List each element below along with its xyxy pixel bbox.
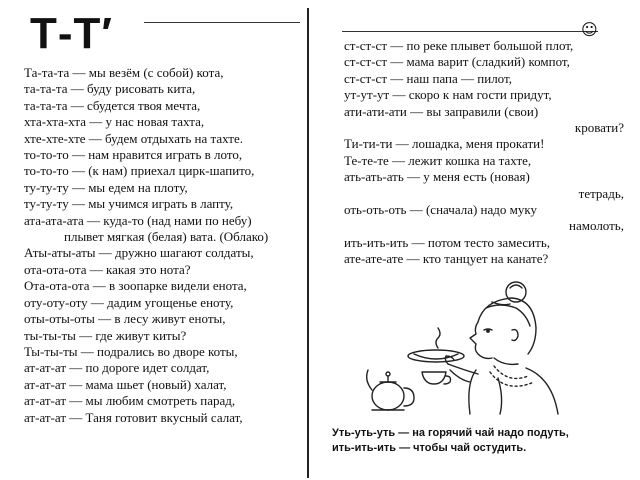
text-line: кровати? — [574, 120, 624, 136]
text-line: ат-ат-ат — по дороге идет солдат, — [24, 360, 210, 376]
text-line: намолоть, — [569, 218, 624, 234]
left-text-lines — [24, 65, 304, 426]
text-line: ате-ате-ате — кто танцует на канате? — [344, 251, 549, 267]
text-line: ат-ат-ат — мы любим смотреть парад, — [24, 393, 236, 409]
text-line: тетрадь, — [578, 185, 624, 201]
text-line: Ты-ты-ты — подрались во дворе коты, — [24, 343, 238, 359]
caption-line: ить-ить-ить — чтобы чай остудить. — [332, 442, 527, 454]
text-line: Ти-ти-ти — лошадка, меня прокати! — [344, 136, 545, 152]
text-line: Ота-ота-ота — в зоопарке видели енота, — [24, 278, 247, 294]
title-rule — [144, 22, 300, 23]
text-line: ат-ат-ат — мама шьет (новый) халат, — [24, 376, 227, 392]
text-line: ты-ты-ты — где живут киты? — [24, 327, 187, 343]
text-line: оть-оть-оть — (сначала) надо муку — [344, 202, 537, 218]
text-line: Аты-аты-аты — дружно шагают солдаты, — [24, 245, 254, 261]
right-text-lines — [344, 38, 624, 268]
header-rule — [342, 31, 598, 32]
text-line: то-то-то — нам нравится играть в лото, — [24, 147, 243, 163]
text-line: ота-ота-ота — какая это нота? — [24, 261, 191, 277]
text-line: та-та-та — буду рисовать кита, — [24, 81, 196, 97]
text-line: Те-те-те — лежит кошка на тахте, — [344, 152, 532, 168]
text-line: ата-ата-ата — куда-то (над нами по небу) — [24, 212, 252, 228]
text-line: ст-ст-ст — мама варит (сладкий) компот, — [344, 54, 570, 70]
text-line: ати-ати-ати — вы заправили (свои) — [344, 103, 539, 119]
text-line: хта-хта-хта — у нас новая тахта, — [24, 114, 205, 130]
text-line: ать-ать-ать — у меня есть (новая) — [344, 169, 530, 185]
text-line: та-та-та — сбудется твоя мечта, — [24, 97, 201, 113]
right-page — [322, 0, 640, 480]
smiley-icon: ☺ — [581, 20, 598, 39]
caption-line: Уть-уть-уть — на горячий чай надо подуть, — [332, 427, 569, 439]
text-line: то-то-то — (к нам) приехал цирк-шапито, — [24, 163, 255, 179]
text-line: плывет мягкая (белая) вата. (Облако) — [64, 229, 269, 245]
text-line: хте-хте-хте — будем отдыхать на тахте. — [24, 130, 243, 146]
text-line: ат-ат-ат — Таня готовит вкусный салат, — [24, 409, 243, 425]
woman-drinking-tea-illustration — [366, 278, 566, 416]
text-line: ст-ст-ст — по реке плывет большой плот, — [344, 38, 574, 53]
page-title: Т-Т′ — [30, 9, 113, 58]
text-line: ут-ут-ут — скоро к нам гости придут, — [344, 87, 552, 103]
text-line: оту-оту-оту — дадим угощенье еноту, — [24, 294, 234, 310]
text-line: Та-та-та — мы везём (с собой) кота, — [24, 65, 224, 80]
text-line: ту-ту-ту — мы учимся играть в лапту, — [24, 196, 234, 212]
text-line: ст-ст-ст — наш папа — пилот, — [344, 70, 512, 86]
text-line: ить-ить-ить — потом тесто замесить, — [344, 234, 551, 250]
illustration-caption — [332, 426, 612, 456]
text-line: ту-ту-ту — мы едем на плоту, — [24, 179, 188, 195]
text-line: оты-оты-оты — в лесу живут еноты, — [24, 311, 226, 327]
